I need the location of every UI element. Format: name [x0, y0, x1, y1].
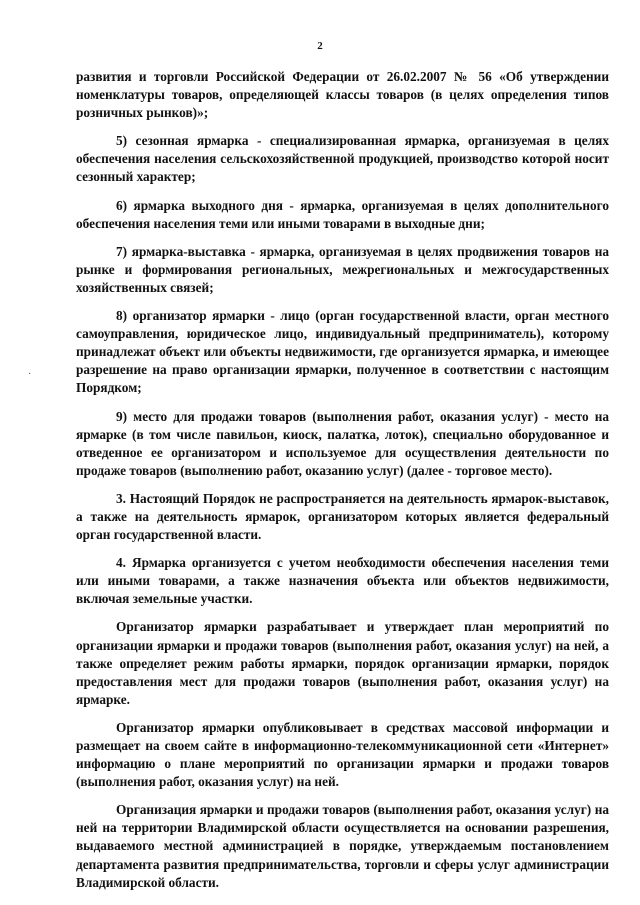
paragraph-continuation: развития и торговли Российской Федерации от 26.02.2007 № 56 «Об утверждении номенклатуры товаров, определяющей классы товаров (в целях определения типов розничных рынков)»; — [76, 69, 609, 121]
paragraph-item-5: 5) сезонная ярмарка - специализированная ярмарка, организуемая в целях обеспечения населения сельскохозяйственной продукцией, производство которой носит сезонный характер; — [76, 133, 609, 185]
paragraph-item-7: 7) ярмарка-выставка - ярмарка, организуемая в целях продвижения товаров на рынке и формирования региональных, межрегиональных и межгосударственных хозяйственных связей; — [76, 243, 609, 295]
paragraph-item-8: 8) организатор ярмарки - лицо (орган государственной власти, орган местного самоуправления, юридическое лицо, индивидуальный предприниматель), которому принадлежат объект или объекты недвижимости, где организуется ярмарка, и имеющее разрешение на право организации ярмарки, полученное в соответствии с настоящим Порядком; — [76, 308, 609, 396]
paragraph-publication: Организатор ярмарки опубликовывает в средствах массовой информации и размещает на своем сайте в информационно-телекоммуникационной сети «Интернет» информацию о плане мероприятий по организации ярмарки и продажи товаров (выполнения работ, оказания услуг) на ней. — [76, 719, 609, 790]
page-number: 2 — [317, 40, 323, 52]
paragraph-item-6: 6) ярмарка выходного дня - ярмарка, организуемая в целях дополнительного обеспечения населения теми или иными товарами в выходные дни; — [76, 197, 609, 231]
margin-mark: · — [28, 369, 32, 380]
paragraph-item-9: 9) место для продажи товаров (выполнения работ, оказания услуг) - место на ярмарке (в том числе павильон, киоск, палатка, лоток), специально оборудованное и отведенное ее организатором и используемое для осуществления деятельности по продаже товаров (выполнению работ, оказанию услуг) (далее - торговое место). — [76, 408, 609, 478]
paragraph-plan: Организатор ярмарки разрабатывает и утверждает план мероприятий по организации ярмарки и продажи товаров (выполнения работ, оказания услуг) на ней, а также определяет режим работы ярмарки, порядок организации ярмарки, порядок предоставления мест для продажи товаров (выполнения работ, оказания услуг) на ярмарке. — [76, 619, 609, 707]
paragraph-permission: Организация ярмарки и продажи товаров (выполнения работ, оказания услуг) на ней на территории Владимирской области осуществляется на основании разрешения, выдаваемого местной администрацией в порядке, утверждаемым постановлением департамента развития предпринимательства, торговли и сферы услуг администрации Владимирской области. — [76, 802, 609, 890]
document-body — [76, 68, 609, 902]
paragraph-section-3: 3. Настоящий Порядок не распространяется на деятельность ярмарок-выставок, а также на деятельность ярмарок, организатором которых является федеральный орган государственной власти. — [76, 490, 609, 543]
paragraph-section-4: 4. Ярмарка организуется с учетом необходимости обеспечения населения теми или иными товарами, а также назначения объекта или объектов недвижимости, включая земельные участки. — [76, 555, 609, 607]
